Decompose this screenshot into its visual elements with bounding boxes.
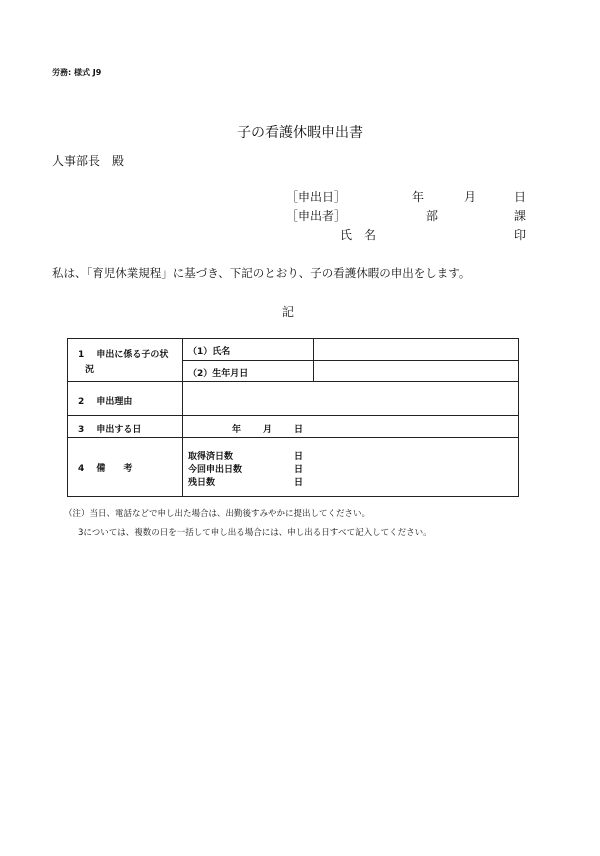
request-date-label: 3 申出する日 [78,425,142,435]
page-title: 子の看護休暇申出書 [237,125,363,141]
section-label: 課 [514,209,527,223]
request-date-year: 年 [232,425,242,435]
department-label: 部 [426,209,439,223]
days-taken-label: 取得済日数 [188,452,234,462]
request-date-day: 日 [294,425,304,435]
request-date-month: 月 [263,425,273,435]
row1-label-line2: 況 [85,365,95,375]
body-text: 私は、「育児休業規程」に基づき、下記のとおり、子の看護休暇の申出をします。 [52,266,471,280]
days-taken-unit: 日 [294,452,304,462]
note-1: （注）当日、電話などで申し出た場合は、出勤後すみやかに提出してください。 [64,509,371,519]
ki-mark: 記 [281,305,294,319]
form-id: 労務: 様式 J9 [52,68,102,77]
applicant-label: ［申出者］ [286,209,347,223]
date-label: ［申出日］ [286,190,347,204]
remarks-label: 4 備 考 [78,464,133,474]
days-requested-label: 今回申出日数 [188,465,243,475]
name-label: 氏 名 [340,228,377,242]
date-year: 年 [412,190,425,204]
date-day: 日 [514,190,527,204]
days-remaining-label: 残日数 [188,478,216,488]
reason-label: 2 申出理由 [78,397,133,407]
date-month: 月 [464,190,477,204]
days-remaining-unit: 日 [294,478,304,488]
seal-label: 印 [514,228,527,242]
addressee: 人事部長 殿 [52,154,125,168]
days-requested-unit: 日 [294,465,304,475]
child-name-label: （1）氏名 [188,347,231,357]
row1-label-line1: 1 申出に係る子の状 [78,350,169,360]
note-2: 3については、複数の日を一括して申し出る場合には、申し出る日すべて記入してください。 [78,528,432,538]
child-birthdate-label: （2）生年月日 [188,369,249,379]
